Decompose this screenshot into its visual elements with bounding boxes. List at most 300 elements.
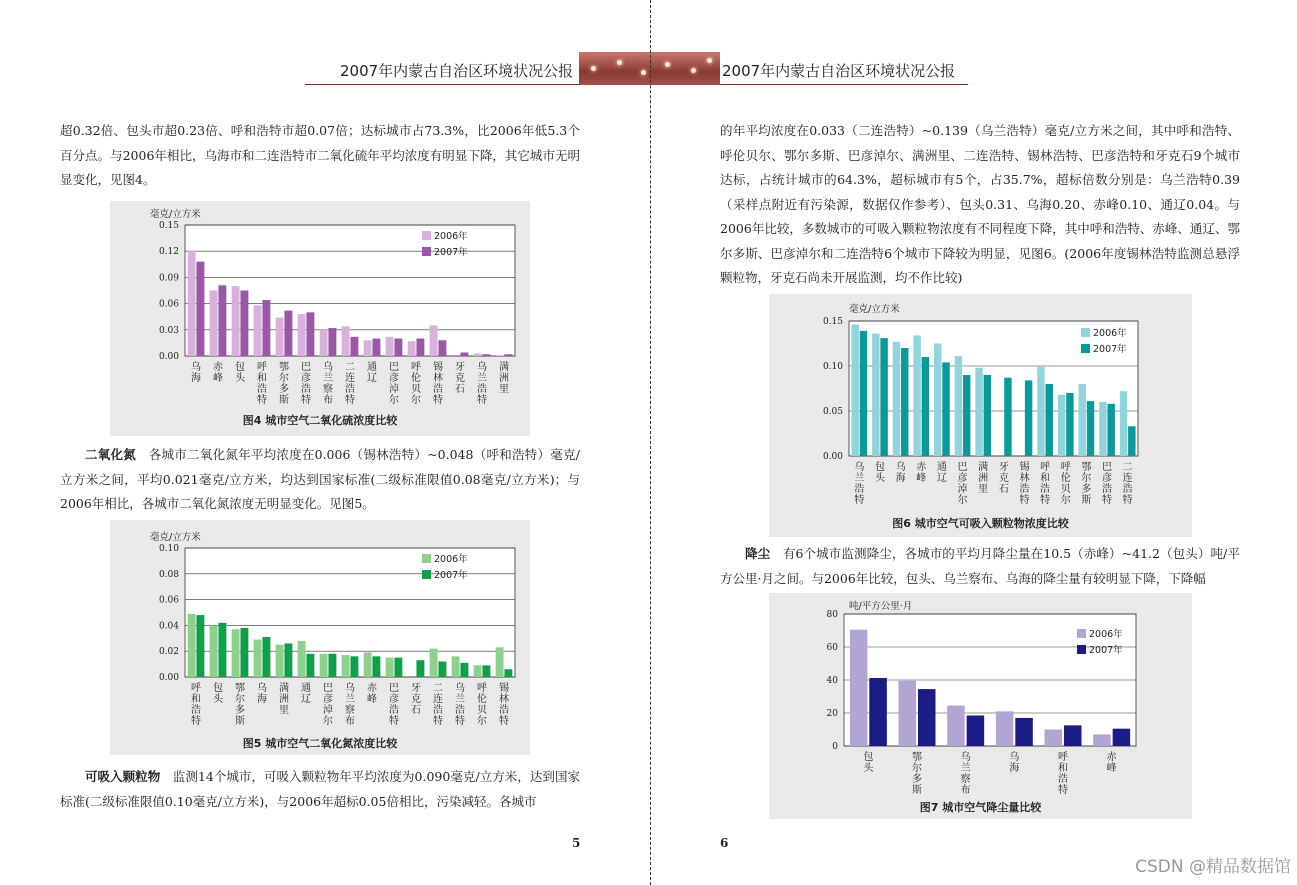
fig5-category-label-char: 里 bbox=[279, 705, 289, 716]
chart-fig5-svg bbox=[110, 520, 530, 755]
pm-heading: 可吸入颗粒物 bbox=[85, 769, 161, 784]
fig6-bar bbox=[1099, 402, 1106, 456]
fig4-category-label-char: 通 bbox=[367, 362, 377, 373]
fig5-category-label-char: 尔 bbox=[477, 716, 487, 727]
fig4-category-label-char: 辽 bbox=[367, 373, 377, 384]
header-rule-left bbox=[305, 84, 580, 85]
fig6-category-label-char: 鄂 bbox=[1081, 462, 1092, 473]
fig5-category-label-char: 赤 bbox=[367, 683, 377, 694]
fig6-category-label-char: 乌 bbox=[854, 462, 865, 473]
fig5-category-label-char: 辽 bbox=[301, 694, 311, 705]
fig6-bar bbox=[1025, 380, 1032, 456]
fig5-bar bbox=[328, 654, 336, 677]
fig6-bar bbox=[955, 356, 962, 456]
fig6-category-label-char: 特 bbox=[854, 495, 865, 506]
fig7-bar bbox=[850, 630, 868, 746]
fig7-category-label-char: 鄂 bbox=[912, 752, 922, 763]
fig6-bar bbox=[975, 368, 982, 456]
fig4-category-label-char: 鄂 bbox=[279, 362, 289, 373]
fig5-category-label-char: 林 bbox=[499, 694, 509, 705]
fig4-category-label-char: 察 bbox=[323, 384, 333, 395]
fig7-category-label-char: 赤 bbox=[1106, 752, 1117, 763]
fig4-category-label-char: 呼 bbox=[257, 362, 267, 373]
fig5-category-label-char: 乌 bbox=[455, 683, 465, 694]
fig5-category-label-char: 特 bbox=[389, 716, 399, 727]
fig6-category-label-char: 辽 bbox=[936, 473, 947, 484]
watermark: CSDN @精品数据馆 bbox=[1135, 857, 1291, 877]
left-paragraph-no2 bbox=[60, 443, 580, 517]
fig4-ytick-label: 0.03 bbox=[158, 325, 179, 336]
fig5-category-label-char: 贝 bbox=[477, 705, 487, 716]
fig6-category-label-char: 呼 bbox=[1060, 462, 1071, 473]
fig6-bar bbox=[860, 331, 867, 456]
fig5-category-label-char: 和 bbox=[191, 694, 201, 705]
fig4-category-label-char: 尔 bbox=[389, 395, 399, 406]
fig6-category-label-char: 特 bbox=[1019, 495, 1030, 506]
fig4-category-label-char: 斯 bbox=[279, 395, 289, 406]
header-title-right: 2007年内蒙古自治区环境状况公报 bbox=[722, 62, 956, 80]
fig6-category-label-char: 连 bbox=[1122, 473, 1133, 484]
fig6-category-label-char: 石 bbox=[998, 484, 1009, 495]
fig5-bar bbox=[372, 656, 380, 677]
fig5-category-label-char: 特 bbox=[499, 716, 509, 727]
fig5-ytick-label: 0.00 bbox=[158, 673, 179, 683]
fig7-legend-swatch bbox=[1077, 645, 1086, 654]
fig6-legend-label: 2007年 bbox=[1093, 344, 1127, 355]
fig5-category-label-char: 特 bbox=[191, 716, 201, 727]
fig4-category-label-char: 牙 bbox=[455, 362, 465, 373]
fig5-category-label-char: 彦 bbox=[389, 694, 399, 705]
no2-text: 各城市二氧化氮年平均浓度在0.006（锡林浩特）~0.048（呼和浩特）毫克/立方米之间，平均0.021毫克/立方米，均达到国家标准(二级标准限值0.08毫克/立方米)；与2006年相比，各城市二氧化氮浓度无明显变化。见图5。 bbox=[60, 447, 580, 511]
fig6-bar bbox=[963, 375, 970, 456]
fig6-bar bbox=[1058, 395, 1065, 456]
fig4-category-label-char: 里 bbox=[499, 384, 509, 395]
page-divider bbox=[650, 0, 651, 885]
fig7-category-label-char: 乌 bbox=[1009, 752, 1020, 763]
fig6-category-label-char: 峰 bbox=[916, 473, 927, 484]
fig6-category-label-char: 浩 bbox=[1102, 484, 1113, 495]
fig6-bar bbox=[901, 348, 908, 456]
fig7-bar bbox=[918, 689, 936, 746]
fig4-bar bbox=[460, 353, 468, 356]
fig7-bar bbox=[967, 715, 985, 746]
fig5-category-label-char: 浩 bbox=[455, 705, 465, 716]
fig7-category-label-char: 海 bbox=[1009, 763, 1020, 774]
fig5-bar bbox=[284, 643, 292, 677]
fig4-category-label-char: 多 bbox=[279, 384, 289, 395]
fig5-category-label-char: 锡 bbox=[499, 683, 509, 694]
fig4-bar bbox=[364, 340, 372, 356]
fig6-category-label-char: 伦 bbox=[1060, 473, 1071, 484]
fig5-ytick-label: 0.10 bbox=[158, 544, 179, 554]
fig4-bar bbox=[240, 291, 248, 357]
fig5-category-label-char: 尔 bbox=[235, 694, 245, 705]
fig5-category-label-char: 巴 bbox=[323, 683, 333, 694]
fig7-category-label-char: 乌 bbox=[960, 752, 971, 763]
fig4-category-label-char: 和 bbox=[257, 373, 267, 384]
fig5-category-label-char: 浩 bbox=[499, 705, 509, 716]
fig5-category-label-char: 通 bbox=[301, 683, 311, 694]
fig5-bar bbox=[496, 647, 504, 677]
fig4-bar bbox=[298, 314, 306, 356]
fig6-bar bbox=[942, 362, 949, 456]
fig7-legend-swatch bbox=[1077, 629, 1086, 638]
fig6-bar bbox=[984, 375, 991, 456]
fig4-bar bbox=[350, 337, 358, 356]
fig5-category-label-char: 浩 bbox=[191, 705, 201, 716]
fig5-category-label-char: 布 bbox=[345, 716, 355, 727]
fig4-category-label-char: 二 bbox=[345, 362, 355, 373]
fig4-bar bbox=[254, 305, 262, 356]
fig4-bar bbox=[496, 355, 504, 356]
chart-fig6 bbox=[769, 294, 1192, 537]
fig4-category-label-char: 赤 bbox=[213, 362, 223, 373]
fig6-category-label-char: 彦 bbox=[957, 473, 968, 484]
fig4-bar bbox=[394, 339, 402, 356]
fig6-legend-label: 2006年 bbox=[1093, 328, 1127, 339]
fig4-category-label-char: 贝 bbox=[411, 384, 421, 395]
fig6-category-label-char: 洲 bbox=[978, 473, 989, 484]
fig4-category-label-char: 浩 bbox=[477, 384, 487, 395]
fig4-bar bbox=[232, 286, 240, 356]
fig6-category-label-char: 兰 bbox=[854, 473, 865, 484]
fig5-category-label-char: 斯 bbox=[235, 716, 245, 727]
fig4-category-label-char: 林 bbox=[433, 373, 443, 384]
fig7-bar bbox=[869, 678, 887, 746]
page-number-right: 6 bbox=[720, 836, 729, 850]
fig4-legend-label: 2007年 bbox=[434, 247, 468, 258]
fig4-ytick-label: 0.12 bbox=[158, 247, 179, 258]
fig5-bar bbox=[386, 658, 394, 677]
fig7-ytick-label: 80 bbox=[826, 610, 838, 620]
fig4-category-label-char: 连 bbox=[345, 373, 355, 384]
fig4-bar bbox=[372, 339, 380, 356]
fig6-ytick-label: 0.00 bbox=[822, 452, 843, 462]
fig4-bar bbox=[284, 311, 292, 356]
fig4-ytick-label: 0.06 bbox=[158, 299, 179, 310]
fig4-category-label-char: 克 bbox=[455, 373, 465, 384]
fig6-category-label-char: 牙 bbox=[998, 462, 1009, 473]
fig4-bar bbox=[218, 285, 226, 356]
fig5-bar bbox=[298, 641, 306, 677]
fig4-category-label-char: 特 bbox=[345, 395, 355, 406]
fig4-category-label-char: 特 bbox=[433, 395, 443, 406]
fig6-category-label-char: 包 bbox=[874, 462, 885, 473]
fig5-legend-label: 2006年 bbox=[434, 554, 468, 565]
fig5-bar bbox=[240, 628, 248, 677]
fig6-bar bbox=[1128, 426, 1135, 456]
fig6-category-label-char: 海 bbox=[895, 473, 906, 484]
fig5-category-label-char: 连 bbox=[433, 694, 443, 705]
fig5-category-label-char: 特 bbox=[433, 716, 443, 727]
fig7-ytick-label: 60 bbox=[826, 643, 838, 653]
fig4-category-label-char: 石 bbox=[455, 384, 465, 395]
fig5-category-label-char: 淖 bbox=[323, 705, 333, 716]
fig5-bar bbox=[504, 669, 512, 677]
fig4-category-label-char: 呼 bbox=[411, 362, 421, 373]
fig7-category-label-char: 包 bbox=[863, 752, 874, 763]
fig6-bar bbox=[1079, 384, 1086, 456]
fig4-category-label-char: 头 bbox=[235, 373, 245, 384]
fig5-category-label-char: 洲 bbox=[279, 694, 289, 705]
fig5-bar bbox=[306, 654, 314, 677]
fig5-bar bbox=[218, 623, 226, 677]
fig5-category-label-char: 包 bbox=[213, 683, 223, 694]
fig5-legend-swatch bbox=[422, 554, 431, 563]
fig4-bar bbox=[504, 354, 512, 356]
fig4-category-label-char: 乌 bbox=[323, 362, 333, 373]
fig4-category-label-char: 峰 bbox=[213, 373, 223, 384]
header-rule-right bbox=[720, 84, 968, 85]
fig4-category-label-char: 浩 bbox=[433, 384, 443, 395]
fig6-category-label-char: 克 bbox=[998, 473, 1009, 484]
fig5-category-label-char: 呼 bbox=[477, 683, 487, 694]
fig4-category-label-char: 尔 bbox=[279, 373, 289, 384]
fig5-category-label-char: 察 bbox=[345, 705, 355, 716]
fig4-bar bbox=[196, 262, 204, 356]
fig7-bar bbox=[899, 681, 917, 746]
fig4-category-label-char: 乌 bbox=[191, 362, 201, 373]
chart-fig6-svg bbox=[769, 294, 1192, 537]
fig5-category-label-char: 浩 bbox=[433, 705, 443, 716]
fig4-category-label-char: 彦 bbox=[389, 373, 399, 384]
fig6-bar bbox=[934, 344, 941, 457]
fig4-bar bbox=[276, 318, 284, 356]
fig5-bar bbox=[438, 662, 446, 677]
fig5-category-label-char: 牙 bbox=[411, 683, 421, 694]
right-paragraph-dust bbox=[720, 542, 1240, 591]
fig5-bar bbox=[482, 665, 490, 677]
fig5-category-label-char: 乌 bbox=[257, 683, 267, 694]
fig5-bar bbox=[430, 649, 438, 677]
fig4-category-label-char: 浩 bbox=[257, 384, 267, 395]
fig5-ytick-label: 0.06 bbox=[158, 595, 179, 606]
chart-fig7-svg bbox=[769, 593, 1192, 819]
fig6-category-label-char: 通 bbox=[936, 462, 947, 473]
fig5-category-label-char: 呼 bbox=[191, 683, 201, 694]
fig6-category-label-char: 淖 bbox=[957, 484, 968, 495]
fig6-bar bbox=[880, 338, 887, 456]
fig6-ytick-label: 0.10 bbox=[822, 362, 843, 372]
fig4-ytick-label: 0.00 bbox=[158, 352, 179, 362]
fig5-bar bbox=[320, 654, 328, 677]
fig7-ytick-label: 40 bbox=[826, 676, 838, 686]
fig4-bar bbox=[320, 330, 328, 356]
fig6-category-label-char: 特 bbox=[1102, 495, 1113, 506]
fig6-legend-swatch bbox=[1081, 328, 1090, 337]
fig5-category-label-char: 二 bbox=[433, 683, 443, 694]
fig4-category-label-char: 锡 bbox=[433, 362, 443, 373]
fig6-category-label-char: 林 bbox=[1019, 473, 1030, 484]
fig4-legend-swatch bbox=[422, 231, 431, 240]
chart-fig7-title: 图7 城市空气降尘量比较 bbox=[919, 801, 1042, 814]
fig6-ytick-label: 0.15 bbox=[822, 317, 843, 327]
fig6-category-label-char: 多 bbox=[1081, 484, 1092, 495]
chart-fig4-svg bbox=[110, 201, 530, 436]
fig6-category-label-char: 赤 bbox=[916, 462, 927, 473]
fig5-bar bbox=[452, 656, 460, 677]
fig7-category-label-char: 呼 bbox=[1058, 752, 1068, 763]
fig4-legend-swatch bbox=[422, 247, 431, 256]
fig5-bar bbox=[196, 615, 204, 677]
fig7-ytick-label: 0 bbox=[832, 742, 838, 752]
fig6-bar bbox=[1004, 378, 1011, 456]
fig5-bar bbox=[276, 645, 284, 677]
page-number-left: 5 bbox=[572, 836, 581, 850]
dust-heading: 降尘 bbox=[745, 546, 771, 561]
fig5-category-label-char: 海 bbox=[257, 694, 267, 705]
fig7-ylabel: 吨/平方公里·月 bbox=[849, 601, 913, 612]
fig6-category-label-char: 斯 bbox=[1081, 495, 1092, 506]
fig5-category-label-char: 满 bbox=[279, 683, 289, 694]
fig4-bar bbox=[262, 300, 270, 356]
fig5-bar bbox=[342, 655, 350, 677]
fig6-category-label-char: 满 bbox=[978, 462, 989, 473]
fig7-category-label-char: 察 bbox=[960, 774, 971, 785]
fig4-category-label-char: 满 bbox=[499, 362, 509, 373]
fig4-category-label-char: 尔 bbox=[411, 395, 421, 406]
fig6-category-label-char: 巴 bbox=[1102, 462, 1113, 473]
fig7-category-label-char: 和 bbox=[1058, 763, 1068, 774]
fig6-bar bbox=[1066, 393, 1073, 456]
fig5-category-label-char: 乌 bbox=[345, 683, 355, 694]
fig4-bar bbox=[416, 339, 424, 356]
right-paragraph-pm: 的年平均浓度在0.033（二连浩特）~0.139（乌兰浩特）毫克/立方米之间，其中呼和浩特、呼伦贝尔、鄂尔多斯、巴彦淖尔、满洲里、二连浩特、锡林浩特、巴彦浩特和牙克石9个城市达标，占统计城市的64.3%，超标城市有5个，占35.7%，超标倍数分别是：乌兰浩特0.39（采样点附近有污染源，数据仅作参考）、包头0.31、乌海0.20、赤峰0.10、通辽0.04。与2006年比较，多数城市的可吸入颗粒物浓度有不同程度下降，其中呼和浩特、赤峰、通辽、鄂尔多斯、巴彦淖尔和二连浩特6个城市下降较为明显，见图6。(2006年度锡林浩特监测总悬浮颗粒物，牙克石尚未开展监测，均不作比较) bbox=[720, 123, 1240, 285]
fig4-ytick-label: 0.15 bbox=[158, 221, 179, 231]
fig5-bar bbox=[350, 656, 358, 677]
fig6-bar bbox=[913, 335, 920, 456]
fig7-bar bbox=[947, 706, 965, 746]
fig7-category-label-char: 多 bbox=[912, 774, 922, 785]
fig7-bar bbox=[1064, 725, 1082, 746]
fig6-category-label-char: 尔 bbox=[1081, 473, 1092, 484]
fig6-category-label-char: 特 bbox=[1122, 495, 1133, 506]
fig5-legend-label: 2007年 bbox=[434, 570, 468, 581]
fig6-category-label-char: 乌 bbox=[895, 462, 906, 473]
fig4-bar bbox=[342, 326, 350, 356]
fig5-category-label-char: 鄂 bbox=[235, 683, 245, 694]
fig4-category-label-char: 巴 bbox=[389, 362, 399, 373]
fig5-bar bbox=[188, 614, 196, 677]
fig7-legend-label: 2006年 bbox=[1089, 629, 1123, 640]
fig4-category-label-char: 洲 bbox=[499, 373, 509, 384]
fig4-bar bbox=[188, 250, 196, 356]
fig5-category-label-char: 石 bbox=[411, 705, 421, 716]
fig7-bar bbox=[1015, 718, 1033, 746]
fig5-category-label-char: 彦 bbox=[323, 694, 333, 705]
fig6-ytick-label: 0.05 bbox=[822, 407, 843, 417]
fig4-category-label-char: 浩 bbox=[301, 384, 311, 395]
fig5-bar bbox=[210, 625, 218, 677]
fig4-category-label-char: 特 bbox=[257, 395, 267, 406]
chart-fig6-title: 图6 城市空气可吸入颗粒物浓度比较 bbox=[892, 517, 1069, 530]
left-paragraph-so2: 超0.32倍、包头市超0.23倍、呼和浩特市超0.07倍；达标城市占73.3%，比2006年低5.3个百分点。与2006年相比，乌海市和二连浩特市二氧化硫年平均浓度有明显下降，其它城市无明显变化，见图4。 bbox=[60, 123, 580, 187]
fig4-bar bbox=[328, 328, 336, 356]
fig5-bar bbox=[262, 637, 270, 677]
fig4-category-label-char: 伦 bbox=[411, 373, 421, 384]
fig7-legend-label: 2007年 bbox=[1089, 645, 1123, 656]
fig6-category-label-char: 浩 bbox=[1122, 484, 1133, 495]
fig6-category-label-char: 呼 bbox=[1040, 462, 1051, 473]
fig6-category-label-char: 锡 bbox=[1019, 462, 1030, 473]
fig7-category-label-char: 特 bbox=[1058, 785, 1068, 796]
fig7-category-label-char: 尔 bbox=[912, 763, 922, 774]
pm-text: 监测14个城市，可吸入颗粒物年平均浓度为0.090毫克/立方米，达到国家标准(二级标准限值0.10毫克/立方米)，与2006年超标0.05倍相比，污染减轻。各城市 bbox=[60, 769, 580, 809]
fig6-ylabel: 毫克/立方米 bbox=[849, 304, 900, 315]
fig7-category-label-char: 布 bbox=[960, 785, 971, 796]
fig4-bar bbox=[306, 312, 314, 356]
fig6-category-label-char: 特 bbox=[1040, 495, 1051, 506]
fig5-ylabel: 毫克/立方米 bbox=[150, 532, 201, 543]
fig4-category-label-char: 兰 bbox=[323, 373, 333, 384]
fig6-bar bbox=[893, 342, 900, 456]
fig6-category-label-char: 和 bbox=[1040, 473, 1051, 484]
fig6-category-label-char: 头 bbox=[874, 473, 885, 484]
fig4-category-label-char: 兰 bbox=[477, 373, 487, 384]
fig4-category-label-char: 布 bbox=[323, 395, 333, 406]
fig4-legend-label: 2006年 bbox=[434, 231, 468, 242]
fig5-bar bbox=[416, 660, 424, 677]
fig4-category-label-char: 海 bbox=[191, 373, 201, 384]
fig4-bar bbox=[210, 291, 218, 357]
fig5-category-label-char: 克 bbox=[411, 694, 421, 705]
fig5-ytick-label: 0.02 bbox=[158, 647, 179, 658]
fig5-ytick-label: 0.04 bbox=[158, 621, 179, 632]
header-title-left: 2007年内蒙古自治区环境状况公报 bbox=[340, 62, 574, 80]
fig5-bar bbox=[394, 658, 402, 677]
fig7-category-label-char: 峰 bbox=[1106, 763, 1117, 774]
fig6-plot-area bbox=[849, 321, 1138, 456]
fig6-category-label-char: 贝 bbox=[1060, 484, 1071, 495]
fig4-bar bbox=[482, 354, 490, 356]
fig7-ytick-label: 20 bbox=[826, 709, 838, 719]
fig7-category-label-char: 斯 bbox=[912, 785, 922, 796]
chart-fig4 bbox=[110, 201, 530, 436]
fig4-category-label-char: 乌 bbox=[477, 362, 487, 373]
fig6-category-label-char: 里 bbox=[978, 484, 989, 495]
fig5-category-label-char: 伦 bbox=[477, 694, 487, 705]
fig4-bar bbox=[438, 340, 446, 356]
fig4-ylabel: 毫克/立方米 bbox=[150, 209, 201, 220]
fig5-bar bbox=[460, 663, 468, 677]
fig7-category-label-char: 兰 bbox=[960, 763, 971, 774]
fig5-category-label-char: 多 bbox=[235, 705, 245, 716]
fig4-category-label-char: 特 bbox=[477, 395, 487, 406]
fig5-category-label-char: 浩 bbox=[389, 705, 399, 716]
fig4-bar bbox=[386, 337, 394, 356]
fig7-bar bbox=[1113, 729, 1131, 746]
fig7-bar bbox=[1093, 734, 1111, 746]
fig4-ytick-label: 0.09 bbox=[158, 273, 179, 284]
fig6-bar bbox=[1037, 366, 1044, 456]
fig5-category-label-char: 巴 bbox=[389, 683, 399, 694]
chart-fig5-title: 图5 城市空气二氧化氮浓度比较 bbox=[242, 737, 398, 750]
fig6-category-label-char: 浩 bbox=[1019, 484, 1030, 495]
fig5-bar bbox=[254, 640, 262, 677]
fig6-bar bbox=[872, 334, 879, 456]
fig6-bar bbox=[922, 357, 929, 456]
fig4-category-label-char: 淖 bbox=[389, 384, 399, 395]
fig5-bar bbox=[232, 629, 240, 677]
fig4-bar bbox=[474, 353, 482, 356]
fig6-category-label-char: 彦 bbox=[1102, 473, 1113, 484]
fig5-category-label-char: 峰 bbox=[367, 694, 377, 705]
fig6-bar bbox=[1046, 384, 1053, 456]
fig5-category-label-char: 特 bbox=[455, 716, 465, 727]
no2-heading: 二氧化氮 bbox=[85, 447, 137, 462]
fig6-category-label-char: 二 bbox=[1122, 462, 1133, 473]
fig7-bar bbox=[1045, 730, 1063, 747]
